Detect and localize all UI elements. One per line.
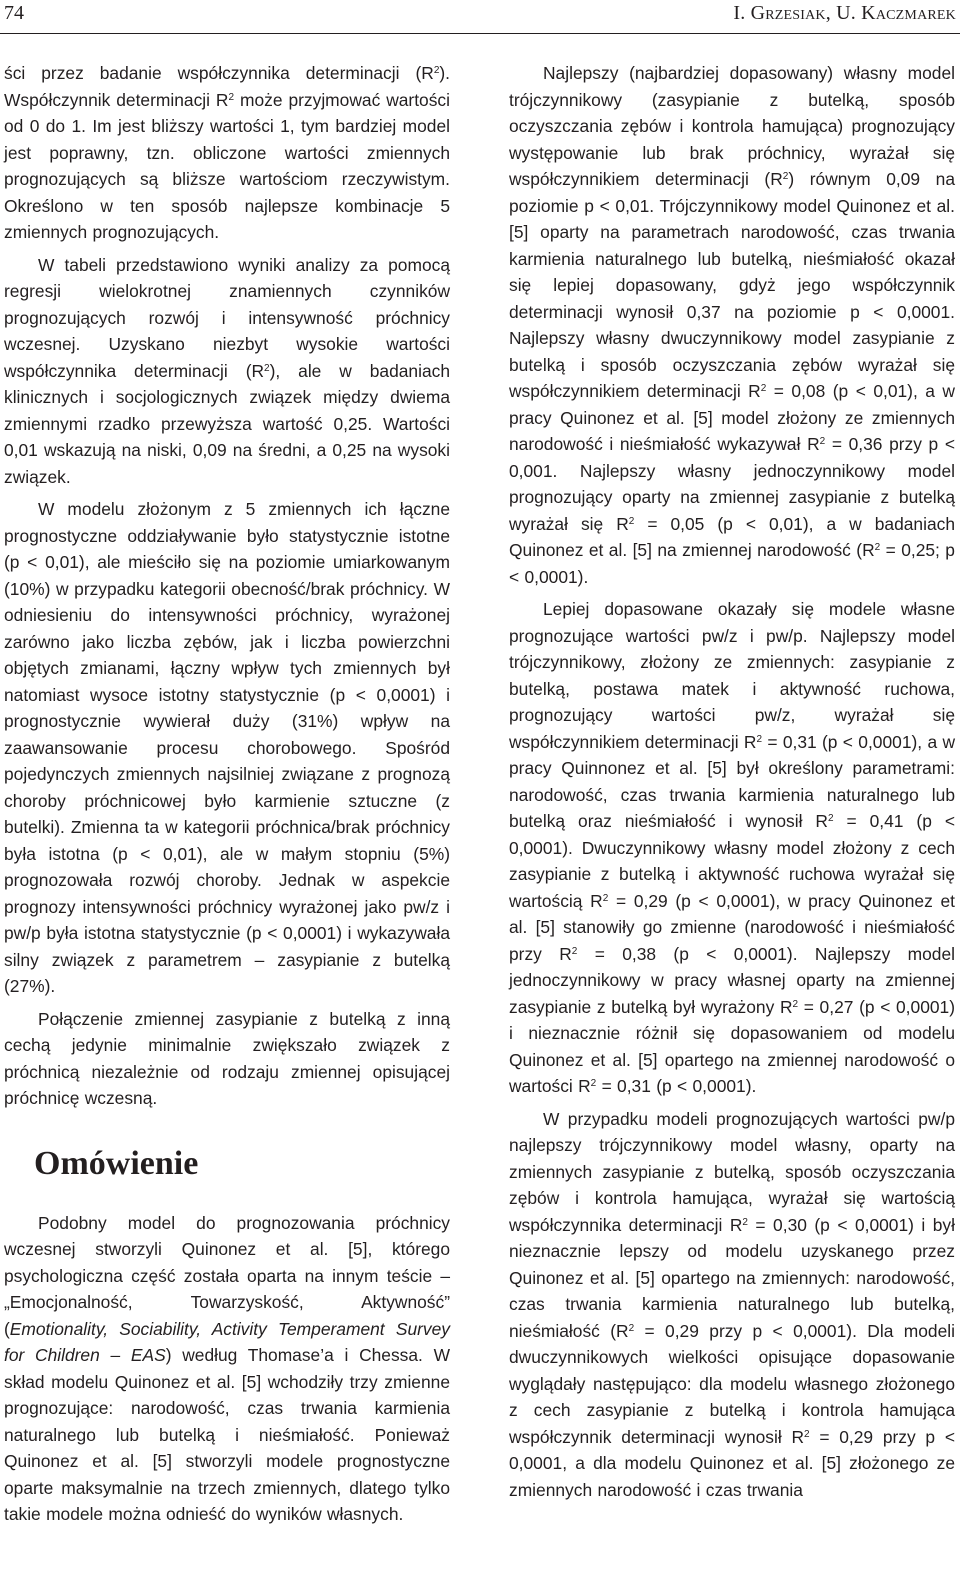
page-header xyxy=(0,0,960,28)
paragraph-r1: Najlepszy (najbardziej dopasowany) własny model trójczynnikowy (zasypianie z butelką, sposób oczyszczania zębów i kontrola hamująca) prognozujący występowanie lub brak próchnicy, wyrażał się współczynnikiem determinacji $(R^2)$ równym 0,09 na poziomie p < 0,01. Trójczynnikowy model Quinonez et al. [5] oparty na parametrach narodowość, czas trwania karmienia naturalnego lub butelką, nieśmiałość okazał się lepiej dopasowany, gdyż jego współczynnik determinacji wynosił 0,37 na poziomie p < 0,0001. Najlepszy własny dwuczynnikowy model zasypianie z butelką i sposób oczyszczania zębów wyrażał się współczynnikiem determinacji $R^2 = 0,08$ (p < 0,01), a w pracy Quinonez et al. [5] model złożony ze zmiennych narodowość i nieśmiałość wykazywał $R^2 = 0,36$ przy p < 0,001. Najlepszy własny jednoczynnikowy model prognozujący oparty na zmiennej zasypianie z butelką wyrażał się $R^2 = 0,05$ (p < 0,01), a w badaniach Quinonez et al. [5] na zmiennej narodowość ($R^2 = 0,25$; p < 0,0001). xyxy=(509,63,955,587)
paragraph-2: W tabeli przedstawiono wyniki analizy za pomocą regresji wielokrotnej znamiennych czynników prognozujących rozwój i intensywność próchnicy wczesnej. Uzyskano niezbyt wysokie wartości współczynnika determinacji $(R^2)$, ale w badaniach klinicznych i socjologicznych związek między dwiema zmiennymi rzadko przewyższa wartość 0,25. Wartości 0,01 wskazują na niski, 0,09 na średni, a 0,25 na wysoki związek. xyxy=(4,254,450,487)
paragraph-5-part-a: Podobny model do prognozowania próchnicy wczesnej stworzyli Quinonez et al. [5], którego psychologiczna część została oparta na innym teście – „Emocjonalność, Towarzyskość, Aktywność” ( xyxy=(4,1212,450,1339)
paragraph-4: Połączenie zmiennej zasypianie z butelką z inną cechą jedynie minimalnie zwiększało związek z próchnicą niezależnie od rodzaju zmiennej opisującej próchnicę wczesną. xyxy=(4,1008,450,1108)
paragraph-3: W modelu złożonym z 5 zmiennych ich łączne prognostyczne oddziaływanie było statystycznie istotne (p < 0,01), ale mieściło się na poziomie umiarkowanym (10%) w przypadku kategorii obecność/brak próchnicy. W odniesieniu do intensywności próchnicy, wyrażonej zarówno jako liczba zębów, jak i liczba powierzchni objętych zmianami, łączny wpływ tych zmiennych był natomiast wysoce istotny statystycznie (p < 0,0001) i prognostycznie wywierał duży (31%) wpływ na zaawansowanie procesu chorobowego. Spośród pojedynczych zmiennych najsilniej związane z prognozą choroby próchnicowej było karmienie sztuczne (z butelki). Zmienna ta w kategorii próchnica/brak próchnicy była istotna (p < 0,01), ale w małym stopniu (5%) prognozowała rozwój choroby. Jednak w aspekcie prognozy intensywności próchnicy wyrażonej jako pw/z i pw/p była istotna statystycznie (p < 0,0001) i wykazywała silny związek z parametrem – zasypianie z butelką (27%). xyxy=(4,499,450,996)
section-heading: Omówienie xyxy=(34,1144,199,1182)
paragraph-r3: W przypadku modeli prognozujących wartości pw/p najlepszy trójczynnikowy model własny, oparty na zmiennych zasypianie z butelką, sposób oczyszczania zębów i kontrola hamująca, wyrażał się wartością współczynnika determinacji $R^2 = 0,30$ (p < 0,0001) i był nieznacznie lepszy od modelu uzyskanego przez Quinonez et al. [5] opartego na zmiennych: narodowość, czas trwania karmienia naturalnego lub butelką, nieśmiałość ($R^2 = 0,29$ przy p < 0,0001). Dla modeli dwuczynnikowych wielkości opisujące dopasowanie wyglądały następująco: dla modelu własnego złożonego z cech zasypianie z butelką i kontrola hamująca współczynnik determinacji wynosił $R^2 = 0,29$ przy p < 0,0001, a dla modelu Quinonez et al. [5] złożonego ze zmiennych narodowość i czas trwania xyxy=(509,1108,956,1500)
paragraph-r2: Lepiej dopasowane okazały się modele własne prognozujące wartości pw/z i pw/p. Najlepszy model trójczynnikowy, złożony ze zmiennych: zasypianie z butelką, postawa matek i aktywność ruchowa, prognozujący wartości pw/z, wyrażał się współczynnikiem determinacji $R^2 = 0,31$ (p < 0,0001), a w pracy Quinnonez et al. [5] był określony parametrami: narodowość, czas trwania karmienia naturalnego lub butelką oraz nieśmiałość i wynosił $R^2 = 0,41$ (p < 0,0001). Dwuczynnikowy własny model złożony z cech zasypianie z butelką i aktywność ruchowa wyrażał się wartością $R^2 = 0,29$ (p < 0,0001), w pracy Quinonez et al. [5] stanowiły go zmienne (narodowość i nieśmiałość przy $R^2 = 0,38$ (p < 0,0001). Najlepszy model jednoczynnikowy w pracy własnej oparty na zmiennej zasypianie z butelką był wyrażony $R^2 = 0,27$ (p < 0,0001) i nieznacznie różnił się dopasowaniem od modelu Quinonez et al. [5] opartego na zmiennej narodowość o wartości $R^2 = 0,31$ (p < 0,0001). xyxy=(509,599,956,1096)
paragraph-1: ści przez badanie współczynnika determinacji $(R^2)$. Współczynnik determinacji $R^2$ może przyjmować wartości od 0 do 1. Im jest bliższy wartości 1, tym bardziej model jest poprawny, tzn. obliczone wartości zmiennych prognozujących są bliższe wartościom rzeczywistym. Określono w ten sposób najlepsze kombinacje 5 zmiennych prognozujących. xyxy=(4,63,450,242)
paragraph-5-part-b: ) według Thomase’a i Chessa. W skład modelu Quinonez et al. [5] wchodziły trzy zmienne prognozujące: narodowość, czas trwania karmienia naturalnego lub butelką i nieśmiałość. Ponieważ Quinonez et al. [5] stworzyli modele prognostyczne oparte maksymalnie na trzech zmiennych, dlatego tylko takie modele można odnieść do wyników własnych. xyxy=(4,1345,450,1524)
right-column xyxy=(509,60,955,1503)
paragraph-5 xyxy=(4,1210,450,1528)
page-number: 74 xyxy=(4,2,24,24)
paragraph-5-italic-title: Emotionality, Sociability, Activity Temperament Survey for Children – EAS xyxy=(4,1318,450,1365)
running-head: I. Grzesiak, U. Kaczmarek xyxy=(733,2,956,24)
header-rule xyxy=(0,33,960,34)
left-column xyxy=(4,60,450,1528)
